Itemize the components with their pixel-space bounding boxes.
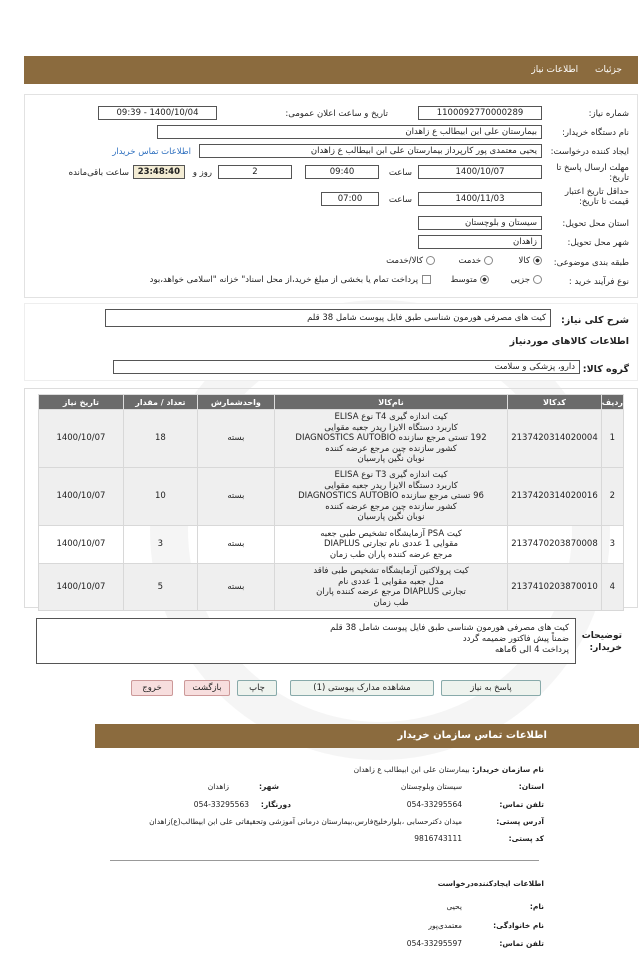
row-name xyxy=(274,564,507,611)
announce-field: 1400/10/04 - 09:39 xyxy=(98,106,217,120)
contact-address-value: میدان دکترحسابی ،بلوارخلیج‌فارس،بیمارستان درمانی آموزشی وتحقیقاتی علی ابن ابیطالب(ع)زاهدان xyxy=(149,817,462,826)
exit-button[interactable]: خروج xyxy=(131,680,173,696)
validity-label: حداقل تاریخ اعتبار قیمت تا تاریخ: xyxy=(564,187,629,207)
deadline-time-label: ساعت xyxy=(388,168,412,178)
radio-medium-label: متوسط xyxy=(450,275,478,285)
table-row[interactable] xyxy=(39,410,624,468)
contact-org-row xyxy=(354,765,544,774)
deadline-date-field: 1400/10/07 xyxy=(418,165,542,179)
row-name-line: کیت پرولاکتین آزمایشگاه تشخیص طبی فاقد xyxy=(313,566,469,576)
row-code: 2137420314020004 xyxy=(508,410,602,468)
province-field: سیستان و بلوچستان xyxy=(418,216,542,230)
summary-panel xyxy=(24,303,638,381)
need-number-field: 1100092770000289 xyxy=(418,106,542,120)
tab-details[interactable]: جزئیات xyxy=(595,65,622,75)
table-header-row xyxy=(39,395,624,410)
buyer-label: نام دستگاه خریدار: xyxy=(562,128,629,138)
row-code: 2137470203870008 xyxy=(508,526,602,564)
row-date: 1400/10/07 xyxy=(39,564,124,611)
radio-partial[interactable] xyxy=(533,275,542,284)
row-code: 2137410203870010 xyxy=(508,564,602,611)
contact-org-label: نام سازمان خریدار: xyxy=(472,765,544,774)
buyer-field: بیمارستان علی ابن ابیطالب ع زاهدان xyxy=(157,125,542,139)
radio-goods-service-label: کالا/خدمت xyxy=(386,256,424,266)
attachments-button[interactable]: مشاهده مدارک پیوستی (1) xyxy=(290,680,434,696)
col-unit: واحدشمارش xyxy=(197,395,274,410)
contact-province-label: استان: xyxy=(518,782,544,791)
process-radios xyxy=(150,275,542,285)
creator-name-label: نام: xyxy=(529,902,544,911)
row-name-line: مدل جعبه مقوایی 1 عددی نام xyxy=(338,576,444,587)
remaining-label: ساعت باقی‌مانده xyxy=(68,168,129,178)
contact-city-value: زاهدان xyxy=(207,782,229,791)
col-qty: تعداد / مقدار xyxy=(123,395,197,410)
contact-fax-label: دورنگار: xyxy=(260,800,291,809)
col-name: نام‌کالا xyxy=(274,395,507,410)
announce-label: تاریخ و ساعت اعلان عمومی: xyxy=(285,109,388,119)
radio-service[interactable] xyxy=(484,256,493,265)
days-label: روز و xyxy=(192,168,212,178)
print-button[interactable]: چاپ xyxy=(237,680,277,696)
radio-medium[interactable] xyxy=(480,275,489,284)
payment-note: پرداخت تمام یا بخشی از مبلغ خرید،از محل اسناد" خزانه "اسلامی خواهد،بود xyxy=(149,275,419,285)
row-qty: 3 xyxy=(123,526,197,564)
row-unit: بسته xyxy=(197,410,274,468)
tab-need-info[interactable]: اطلاعات نیاز xyxy=(531,65,579,75)
validity-date-field: 1400/11/03 xyxy=(418,192,542,206)
back-button[interactable]: بازگشت xyxy=(184,680,230,696)
row-name-line: نوبان نگین پارسیان xyxy=(357,512,425,523)
table-row[interactable] xyxy=(39,468,624,526)
creator-phone-value: 054-33295597 xyxy=(406,939,462,948)
row-date: 1400/10/07 xyxy=(39,410,124,468)
row-date: 1400/10/07 xyxy=(39,468,124,526)
validity-time-label: ساعت xyxy=(388,195,412,205)
buyer-notes-box xyxy=(36,618,576,664)
category-label: طبقه بندی موضوعی: xyxy=(553,258,629,268)
buyer-contact-link[interactable]: اطلاعات تماس خریدار xyxy=(112,147,191,157)
top-nav-bar xyxy=(24,56,638,84)
row-name xyxy=(274,410,507,468)
contact-city-label: شهر: xyxy=(259,782,279,791)
need-info-panel xyxy=(24,94,638,298)
city-label: شهر محل تحویل: xyxy=(567,238,629,248)
row-qty: 18 xyxy=(123,410,197,468)
buyer-notes-label: توضیحات خریدار: xyxy=(581,631,622,653)
creator-family-label: نام خانوادگی: xyxy=(493,921,544,930)
days-field: 2 xyxy=(218,165,292,179)
radio-goods-service[interactable] xyxy=(426,256,435,265)
row-name-line: تجارتی DIAPLUS مرجع عرضه کننده پاران xyxy=(316,587,466,597)
treasury-checkbox[interactable] xyxy=(422,275,431,284)
goods-info-heading: اطلاعات کالاهای موردنیاز xyxy=(509,336,629,347)
row-name-line: نوبان نگین پارسیان xyxy=(357,454,425,465)
goods-group-label: گروه کالا: xyxy=(582,364,629,375)
creator-field: یحیی معتمدی پور کارپرداز بیمارستان علی ابن ابیطالب ع زاهدان xyxy=(199,144,542,158)
col-code: کدکالا xyxy=(508,395,602,410)
city-field: زاهدان xyxy=(418,235,542,249)
creator-label: ایجاد کننده درخواست: xyxy=(550,147,629,157)
table-row[interactable] xyxy=(39,526,624,564)
buyer-notes-line: کیت های مصرفی هورمون شناسی طبق فایل پیوست شامل 38 قلم xyxy=(330,623,569,633)
contact-fax-value: 054-33295563 xyxy=(193,800,249,809)
row-idx: 3 xyxy=(601,526,623,564)
summary-field: کیت های مصرفی هورمون شناسی طبق فایل پیوست شامل 38 قلم xyxy=(105,309,551,327)
deadline-time-field: 09:40 xyxy=(305,165,379,179)
contact-province-value: سیستان وبلوچستان xyxy=(400,782,462,791)
radio-partial-label: جزیی xyxy=(510,275,530,285)
contact-postal-value: 9816743111 xyxy=(414,834,462,843)
summary-label: شرح کلی نیاز: xyxy=(560,315,629,326)
need-number-label: شماره نیاز: xyxy=(588,109,629,119)
col-date: تاریخ نیاز xyxy=(39,395,124,410)
contact-section-header xyxy=(95,724,639,748)
reply-button[interactable]: پاسخ به نیاز xyxy=(441,680,541,696)
row-unit: بسته xyxy=(197,564,274,611)
contact-province-row xyxy=(519,782,544,791)
goods-group-field: دارو، پزشکی و سلامت xyxy=(113,360,580,374)
row-name-line: کیت اندازه گیری T4 نوع ELISA xyxy=(334,412,448,423)
radio-goods[interactable] xyxy=(533,256,542,265)
row-code: 2137420314020016 xyxy=(508,468,602,526)
row-name-line: کاربرد دستگاه الایزا ریدر جعبه مقوایی xyxy=(324,480,458,491)
row-idx: 1 xyxy=(601,410,623,468)
buyer-notes-line: پرداخت 4 الی 6ماهه xyxy=(495,645,569,655)
contact-section-title: اطلاعات تماس سازمان خریدار xyxy=(397,730,547,741)
contact-org-value: بیمارستان علی ابن ابیطالب ع زاهدان xyxy=(353,765,470,774)
row-name xyxy=(274,526,507,564)
row-name-line: مقوایی 1 عددی نام تجارتی DIAPLUS xyxy=(323,539,459,550)
contact-phone-label: تلفن تماس: xyxy=(499,800,544,809)
row-qty: 5 xyxy=(123,564,197,611)
row-name-line: طب زمان xyxy=(373,597,409,608)
row-name-line: 96 تستی مرجع سازنده DIAGNOSTICS AUTOBIO xyxy=(298,491,484,502)
category-radios xyxy=(386,256,542,266)
row-name-line: کیت اندازه گیری T3 نوع ELISA xyxy=(334,470,448,481)
row-name-line: 192 تستی مرجع سازنده DIAGNOSTICS AUTOBIO xyxy=(295,433,487,444)
row-unit: بسته xyxy=(197,468,274,526)
divider xyxy=(110,860,539,861)
row-idx: 2 xyxy=(601,468,623,526)
creator-phone-label: تلفن تماس: xyxy=(499,939,544,948)
province-label: استان محل تحویل: xyxy=(562,219,629,229)
row-name-line: کاربرد دستگاه الایزا ریدر جعبه مقوایی xyxy=(324,422,458,433)
row-name-line: کشور سازنده چین مرجع عرضه کننده xyxy=(325,443,457,454)
row-name xyxy=(274,468,507,526)
contact-phone-value: 054-33295564 xyxy=(406,800,462,809)
buyer-notes-line: ضمناً پیش فاکتور ضمیمه گردد xyxy=(462,634,569,644)
row-qty: 10 xyxy=(123,468,197,526)
row-name-line: مرجع عرضه کننده پاران طب زمان xyxy=(329,549,453,560)
radio-service-label: خدمت xyxy=(458,256,482,266)
contact-postal-label: کد پستی: xyxy=(508,834,544,843)
radio-goods-label: کالا xyxy=(518,256,530,266)
row-name-line: کشور سازنده چین مرجع عرضه کننده xyxy=(325,501,457,512)
creator-name-value: یحیی xyxy=(446,902,462,911)
deadline-label: مهلت ارسال پاسخ تا تاریخ: xyxy=(556,163,629,183)
row-unit: بسته xyxy=(197,526,274,564)
creator-family-value: معتمدی‌پور xyxy=(428,921,462,930)
row-name-line: کیت PSA آزمایشگاه تشخیص طبی جعبه xyxy=(320,528,462,539)
table-row[interactable] xyxy=(39,564,624,611)
process-label: نوع فرآیند خرید : xyxy=(568,277,629,287)
row-date: 1400/10/07 xyxy=(39,526,124,564)
col-idx: ردیف xyxy=(601,395,623,410)
items-table xyxy=(38,394,624,611)
validity-time-field: 07:00 xyxy=(321,192,379,206)
contact-address-label: آدرس پستی: xyxy=(496,817,544,826)
row-idx: 4 xyxy=(601,564,623,611)
creator-info-title: اطلاعات ایجادکننده‌درخواست xyxy=(437,879,544,888)
remaining-time-field: 23:48:40 xyxy=(133,165,185,179)
